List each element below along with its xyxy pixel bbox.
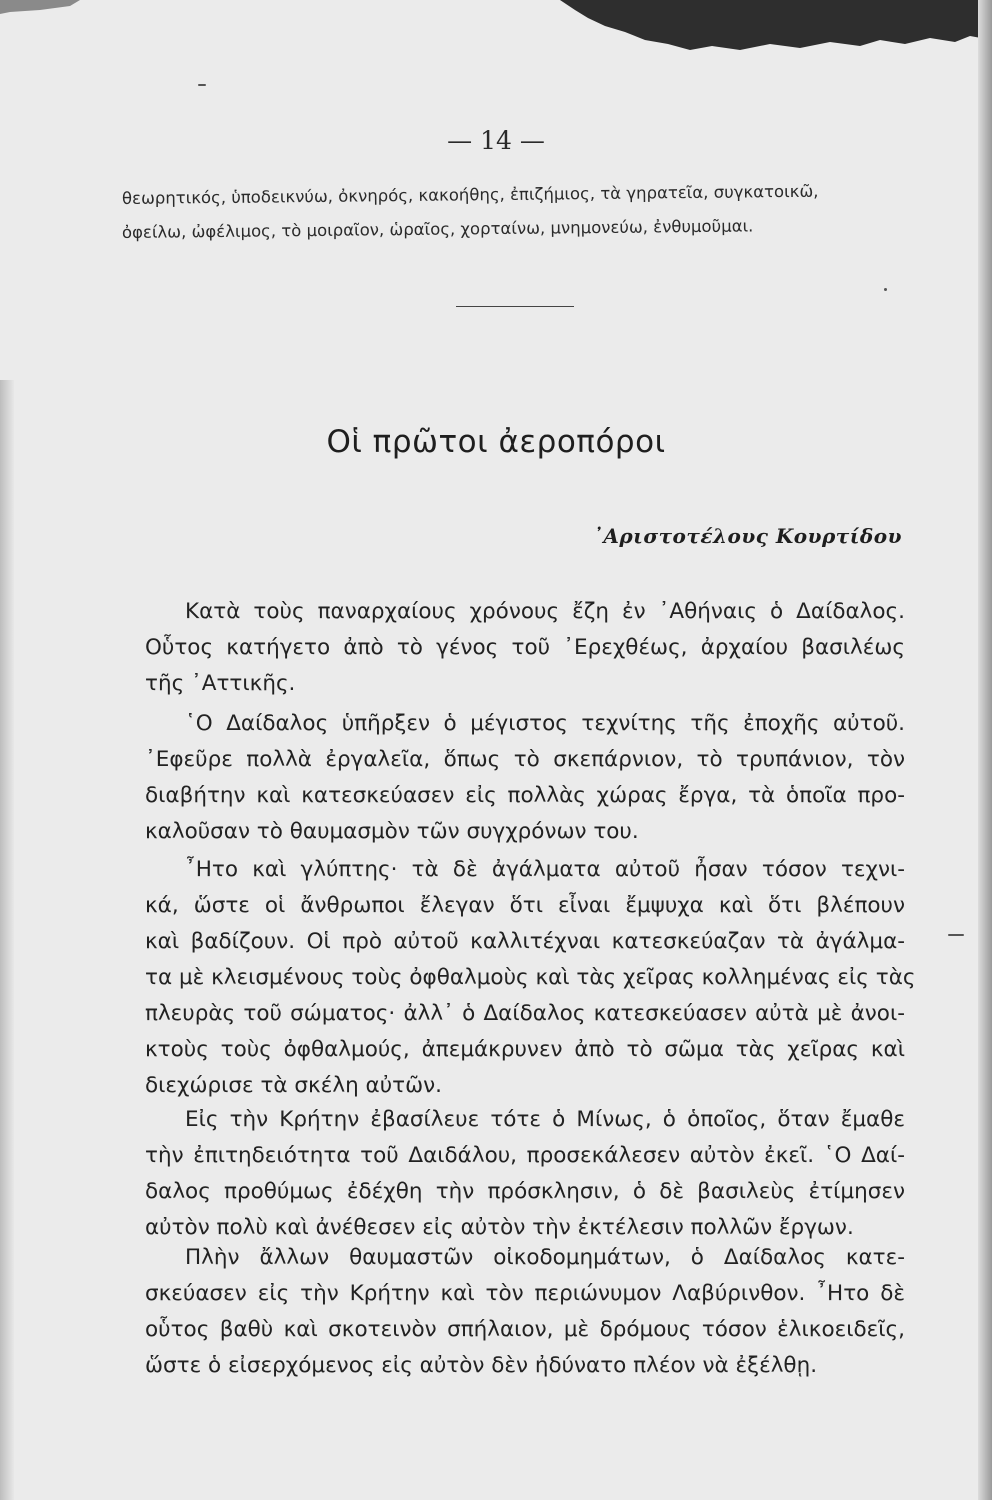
page-binding-shadow bbox=[0, 380, 14, 1500]
page-number: — 14 — bbox=[447, 126, 545, 155]
text-line: διεχώρισε τὰ σκέλη αὐτῶν. bbox=[145, 1073, 442, 1098]
print-speck bbox=[884, 288, 887, 291]
text-line: τα μὲ κλεισμένους τοὺς ὀφθαλμοὺς καὶ τὰς χεῖρας κολλημένας εἰς τὰς bbox=[145, 965, 916, 990]
paragraph-1 bbox=[145, 594, 905, 702]
text-line: ῾Ο Δαίδαλος ὑπῆρξεν ὁ μέγιστος τεχνίτης τῆς ἐποχῆς αὐτοῦ. bbox=[185, 711, 905, 736]
paragraph-4 bbox=[145, 1102, 905, 1246]
text-line: αὐτὸν πολὺ καὶ ἀνέθεσεν εἰς αὐτὸν τὴν ἐκτέλεσιν πολλῶν ἔργων. bbox=[145, 1215, 854, 1240]
text-line: Κατὰ τοὺς παναρχαίους χρόνους ἔζη ἐν ᾿Αθήναις ὁ Δαίδαλος. bbox=[185, 599, 905, 624]
story-author: ᾿Αριστοτέλους Κουρτίδου bbox=[592, 524, 902, 548]
text-line: Πλὴν ἄλλων θαυμαστῶν οἰκοδομημάτων, ὁ Δαίδαλος κατε- bbox=[185, 1245, 905, 1270]
print-speck bbox=[948, 934, 964, 936]
text-line: καὶ βαδίζουν. Οἱ πρὸ αὐτοῦ καλλιτέχναι κατεσκεύαζαν τὰ ἀγάλμα- bbox=[145, 929, 905, 954]
text-line: κά, ὥστε οἱ ἄνθρωποι ἔλεγαν ὅτι εἶναι ἔμψυχα καὶ ὅτι βλέπουν bbox=[145, 893, 905, 918]
text-line: τὴν ἐπιτηδειότητα τοῦ Δαιδάλου, προσεκάλεσεν αὐτὸν ἐκεῖ. ῾Ο Δαί- bbox=[145, 1143, 905, 1168]
text-line: τῆς ᾿Αττικῆς. bbox=[145, 671, 296, 696]
text-line: ὥστε ὁ εἰσερχόμενος εἰς αὐτὸν δὲν ἠδύνατο πλέον νὰ ἐξέλθῃ. bbox=[145, 1353, 818, 1378]
text-line: ᾿Εφεῦρε πολλὰ ἐργαλεῖα, ὅπως τὸ σκεπάρνιον, τὸ τρυπάνιον, τὸν bbox=[145, 747, 905, 772]
text-line: πλευρὰς τοῦ σώματος· ἀλλ᾿ ὁ Δαίδαλος κατεσκεύασεν αὐτὰ μὲ ἀνοι- bbox=[145, 1001, 905, 1026]
text-line: Εἰς τὴν Κρήτην ἐβασίλευε τότε ὁ Μίνως, ὁ ὁποῖος, ὅταν ἔμαθε bbox=[185, 1107, 905, 1132]
vocabulary-line: ὀφείλω, ὠφέλιμος, τὸ μοιραῖον, ὡραῖος, χορταίνω, μνημονεύω, ἐνθυμοῦμαι. bbox=[121, 216, 754, 242]
text-line: κτοὺς τοὺς ὀφθαλμούς, ἀπεμάκρυνεν ἀπὸ τὸ σῶμα τὰς χεῖρας καὶ bbox=[145, 1037, 905, 1062]
print-speck bbox=[198, 84, 206, 86]
text-line: σκεύασεν εἰς τὴν Κρήτην καὶ τὸν περιώνυμον Λαβύρινθον. ῏Ητο δὲ bbox=[145, 1281, 905, 1306]
text-line: δαλος προθύμως ἐδέχθη τὴν πρόσκλησιν, ὁ δὲ βασιλεὺς ἐτίμησεν bbox=[145, 1179, 905, 1204]
text-line: καλοῦσαν τὸ θαυμασμὸν τῶν συγχρόνων του. bbox=[145, 819, 639, 844]
text-line: ῏Ητο καὶ γλύπτης· τὰ δὲ ἀγάλματα αὐτοῦ ἦσαν τόσον τεχνι- bbox=[185, 857, 905, 882]
torn-paper-edge bbox=[0, 0, 992, 90]
paragraph-2 bbox=[145, 706, 905, 850]
text-line: οὗτος βαθὺ καὶ σκοτεινὸν σπήλαιον, μὲ δρόμους τόσον ἑλικοειδεῖς, bbox=[145, 1317, 905, 1342]
page-edge-shadow bbox=[978, 0, 992, 1500]
story-title: Οἱ πρῶτοι ἀεροπόροι bbox=[326, 424, 666, 460]
section-divider bbox=[456, 306, 574, 307]
paragraph-5 bbox=[145, 1240, 905, 1384]
paragraph-3 bbox=[145, 852, 916, 1104]
text-line: Οὗτος κατήγετο ἀπὸ τὸ γένος τοῦ ᾿Ερεχθέως, ἀρχαίου βασιλέως bbox=[145, 635, 905, 660]
vocabulary-line: θεωρητικός, ὑποδεικνύω, ὀκνηρός, κακοήθης, ἐπιζήμιος, τὰ γηρατεῖα, συγκατοικῶ, bbox=[121, 181, 819, 208]
text-line: διαβήτην καὶ κατεσκεύασεν εἰς πολλὰς χώρας ἔργα, τὰ ὁποῖα προ- bbox=[145, 783, 905, 808]
